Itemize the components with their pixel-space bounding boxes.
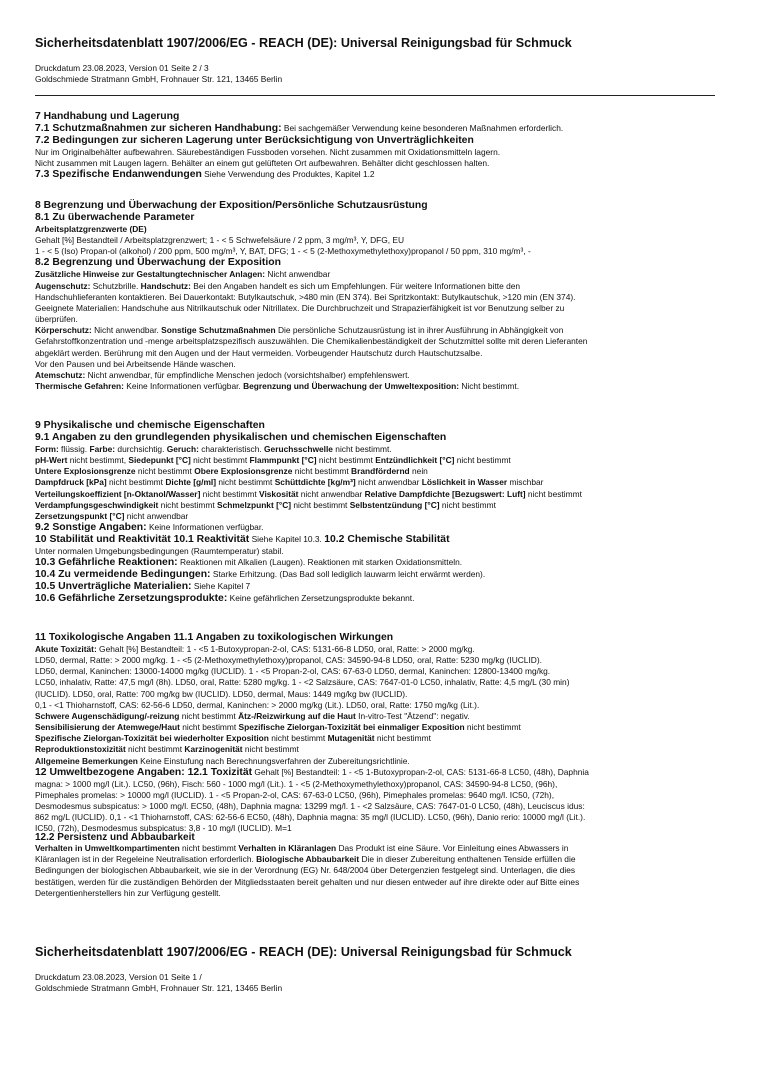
text-10-6: Keine gefährlichen Zersetzungsprodukte bekannt.	[227, 593, 415, 604]
footer-company: Goldschmiede Stratmann GmbH, Frohnauer Str. 121, 13465 Berlin	[35, 983, 283, 993]
zersetzungspunkt-label: Zersetzungspunkt [°C]	[35, 510, 125, 521]
text-7-3: Siehe Verwendung des Produktes, Kapitel 1.2	[201, 169, 375, 180]
section-11	[35, 632, 725, 835]
augen-value: nicht bestimmt	[179, 710, 239, 721]
sonstige-text: Die persönliche Schutzausrüstung ist in ihrer Ausführung in Abhängigkeit von	[275, 325, 564, 336]
dampfdruck-label: Dampfdruck [kPa]	[35, 477, 107, 488]
allg-value: Keine Einstufung nach Berechnungsverfahren der Zubereitungsrichtlinie.	[137, 755, 410, 766]
zielorgan-einmal-label: Spezifische Zielorgan-Toxizität bei einmaliger Exposition	[238, 722, 465, 733]
agw-line-1: Gehalt [%] Bestandteil / Arbeitsplatzgrenzwert; 1 - < 5 Schwefelsäure / 2 ppm, 3 mg/m³, Y, DFG, EU	[35, 235, 405, 246]
verdampfung-value: nicht bestimmt	[158, 499, 217, 510]
zus-label: Zusätzliche Hinweise zur Gestaltungtechnischer Anlagen:	[35, 269, 266, 280]
aetz-label: Ätz-/Reizwirkung auf die Haut	[238, 710, 356, 721]
abbaubarkeit-value: Die in dieser Zubereitung enthaltenen Tenside erfüllen die	[359, 854, 576, 865]
allg-label: Allgemeine Bemerkungen	[35, 755, 138, 766]
handschutz-line-2: Handschuhlieferanten kontaktieren. Bei Dauerkontakt: Butylkautschuk, >480 min (EN 374). Bei Spritzkontakt: Butylkautschuk, >120 min (EN 374).	[35, 291, 576, 302]
text-7-1: Bei sachgemäßer Verwendung keine besonderen Maßnahmen erforderlich.	[281, 123, 564, 133]
sonstige-line-4: Vor den Pausen und bei Arbeitsende Hände waschen.	[35, 358, 236, 369]
section-8-heading: 8 Begrenzung und Überwachung der Exposition/Persönliche Schutzausrüstung	[35, 200, 428, 211]
persistenz-line-3: Bedingungen der biologischen Abbaubarkeit, wie sie in der Verordnung (EG) Nr. 648/2004 über Detergenzien festgelegt sind. Unterlagen, die dies	[35, 865, 576, 876]
zersetzungspunkt-value: nicht anwendbar	[124, 510, 189, 521]
umwelt-line-4: Desmodesmus subspicatus: > 1000 mg/l. EC50, (48h), Daphnia magna: 13299 mg/l. 1 - <2 Salzsäure, CAS: 7647-01-0 LC50, (48h), Leuciscus idus:	[35, 801, 585, 812]
section-7	[35, 111, 725, 181]
form-value: flüssig.	[58, 444, 90, 454]
agw-label: Arbeitsplatzgrenzwerte (DE)	[35, 224, 147, 234]
akut-text: Gehalt [%] Bestandteil: 1 - <5 1-Butoxypropan-2-ol, CAS: 5131-66-8 LD50, oral, Ratte: > 2000 mg/kg.	[96, 644, 475, 654]
mutagenitaet-value: nicht bestimmt	[374, 733, 431, 744]
atemschutz-label: Atemschutz:	[35, 369, 86, 380]
akut-label: Akute Toxizität:	[35, 644, 97, 654]
text-10-5: Siehe Kapitel 7	[191, 581, 251, 592]
text-9-2: Keine Informationen verfügbar.	[146, 522, 264, 533]
heading-8-2: 8.2 Begrenzung und Überwachung der Exposition	[35, 257, 281, 269]
text-12-1: Gehalt [%] Bestandteil: 1 - <5 1-Butoxypropan-2-ol, CAS: 5131-66-8 LC50, (48h), Daphnia	[252, 766, 589, 777]
text-7-2b: Nicht zusammen mit Laugen lagern. Behälter an einem gut gelüfteten Ort aufbewahren. Behälter dicht geschlossen halten.	[35, 158, 490, 169]
heading-10: 10 Stabilität und Reaktivität 10.1 Reaktivität	[35, 534, 250, 546]
geruchsschwelle-value: nicht bestimmt.	[332, 444, 392, 454]
umweltkomp-label: Verhalten in Umweltkompartimenten	[35, 843, 180, 854]
heading-10-3: 10.3 Gefährliche Reaktionen:	[35, 557, 178, 569]
augenschutz-label: Augenschutz:	[35, 280, 91, 291]
ph-label: pH-Wert	[35, 455, 68, 466]
heading-12-2: 12.2 Persistenz und Abbaubarkeit	[35, 832, 195, 843]
verdampfung-label: Verdampfungsgeschwindigkeit	[35, 499, 159, 510]
section-8	[35, 200, 725, 392]
schuettdichte-value: nicht anwendbar	[355, 477, 422, 488]
persistenz-line-2: Kläranlagen ist in der Regeleine Neutralisation erforderlich.	[35, 854, 257, 865]
aetz-value: In-vitro-Test "Ätzend": negativ.	[355, 710, 470, 721]
koerperschutz-text: Nicht anwendbar.	[91, 325, 162, 336]
umwelt-text: Nicht bestimmt.	[459, 381, 520, 392]
heading-7-3: 7.3 Spezifische Endanwendungen	[35, 169, 202, 181]
viskositaet-label: Viskosität	[259, 488, 299, 499]
abbaubarkeit-label: Biologische Abbaubarkeit	[256, 854, 360, 865]
section-7-heading: 7 Handhabung und Lagerung	[35, 111, 180, 122]
section-9-heading: 9 Physikalische und chemische Eigenschaften	[35, 420, 265, 431]
brandfoerdernd-value: nein	[409, 466, 428, 477]
section-9	[35, 420, 725, 605]
uex-value: nicht bestimmt	[135, 466, 195, 477]
text-10-2: Unter normalen Umgebungsbedingungen (Raumtemperatur) stabil.	[35, 546, 284, 557]
thermische-label: Thermische Gefahren:	[35, 381, 124, 392]
dampfdruck-value: nicht bestimmt	[106, 477, 166, 488]
loeslichkeit-value: mischbar	[507, 477, 544, 488]
zielorgan-einmal-value: nicht bestimmt	[464, 722, 521, 733]
sens-label: Sensibilisierung der Atemwege/Haut	[35, 722, 180, 733]
zielorgan-wdh-label: Spezifische Zielorgan-Toxizität bei wiederholter Exposition	[35, 733, 269, 744]
geruch-value: charakteristisch.	[198, 444, 265, 454]
heading-9-2: 9.2 Sonstige Angaben:	[35, 522, 147, 534]
text-10-3: Reaktionen mit Alkalien (Laugen). Reaktionen mit starken Oxidationsmitteln.	[177, 557, 463, 568]
sens-value: nicht bestimmt	[179, 722, 239, 733]
footer-title: Sicherheitsdatenblatt 1907/2006/EG - REACH (DE): Universal Reinigungsbad für Schmuck	[35, 945, 572, 959]
umwelt-line-2: magna: > 1000 mg/l (Lit.). LC50, (96h), Fisch: 560 - 1000 mg/l (Lit.). 1 - <5 (2-Methoxymethylethoxy)propanol, CAS: 34590-94-8 LC50, (96h),	[35, 778, 558, 789]
footer-print-info: Druckdatum 23.08.2023, Version 01 Seite 1 /	[35, 972, 202, 982]
loeslichkeit-label: Löslichkeit in Wasser	[421, 477, 508, 488]
heading-10-2: 10.2 Chemische Stabilität	[324, 534, 450, 546]
atemschutz-text: Nicht anwendbar, für empfindliche Menschen jedoch (vorsichtshalber) empfehlenswert.	[85, 369, 410, 380]
tox-line-5: (IUCLID). LD50, oral, Ratte: 700 mg/kg bw (IUCLID). LD50, dermal, Maus: 1449 mg/kg bw (IUCLID).	[35, 688, 408, 699]
tox-line-3: LD50, dermal, Kaninchen: 13000-14000 mg/kg (IUCLID). 1 - <5 Propan-2-ol, CAS: 67-63-0 LD50, dermal, Kaninchen: 12800-13400 mg/kg.	[35, 666, 551, 677]
flammpunkt-label: Flammpunkt [°C]	[249, 455, 317, 466]
handschutz-line-4: überprüfen.	[35, 314, 78, 325]
entzuendlichkeit-label: Entzündlichkeit [°C]	[375, 455, 455, 466]
tox-line-2: LD50, dermal, Ratte: > 2000 mg/kg. 1 - <5 (2-Methoxymethylethoxy)propanol, CAS: 34590-94-8 LD50, oral, Ratte: 5230 mg/kg (IUCLID).	[35, 655, 542, 666]
dichte-value: nicht bestimmt	[216, 477, 275, 488]
heading-9-1: 9.1 Angaben zu den grundlegenden physikalischen und chemischen Eigenschaften	[35, 432, 447, 443]
header-divider	[35, 95, 715, 96]
print-info: Druckdatum 23.08.2023, Version 01 Seite 2 / 3	[35, 63, 209, 73]
uex-label: Untere Explosionsgrenze	[35, 466, 136, 477]
section-11-heading: 11 Toxikologische Angaben 11.1 Angaben zu toxikologischen Wirkungen	[35, 632, 394, 643]
section-12-2	[35, 832, 725, 899]
text-7-2a: Nur im Originalbehälter aufbewahren. Säurebeständigen Fussboden vorsehen. Nicht zusammen mit Oxidationsmitteln lagern.	[35, 147, 501, 157]
heading-12: 12 Umweltbezogene Angaben: 12.1 Toxizität	[35, 766, 253, 778]
mutagenitaet-label: Mutagenität	[327, 733, 375, 744]
tox-line-4: LC50, inhalativ, Ratte: 47,5 mg/l (8h). LD50, oral, Ratte: 5280 mg/kg. 1 - <2 Salzsäure, CAS: 7647-01-0 LC50, inhalativ, Ratte: 4,5 mg/L (30 min)	[35, 677, 570, 688]
karz-value: nicht bestimmt	[242, 744, 299, 755]
verteilungskoeffizient-label: Verteilungskoeffizient [n-Oktanol/Wasser]	[35, 488, 201, 499]
heading-7-2: 7.2 Bedingungen zur sicheren Lagerung unter Berücksichtigung von Unverträglichkeiten	[35, 135, 474, 146]
heading-10-6: 10.6 Gefährliche Zersetzungsprodukte:	[35, 593, 228, 605]
dampfdichte-label: Relative Dampfdichte [Bezugswert: Luft]	[364, 488, 526, 499]
persistenz-line-4: bestätigen, werden für die zuständigen Behörden der Mitgliedsstaaten bereit gehalten und nur diesen entweder auf ihre direkte oder auf Bitte eines	[35, 876, 580, 887]
karz-label: Karzinogenität	[184, 744, 243, 755]
farbe-value: durchsichtig.	[115, 444, 167, 454]
umwelt-line-6: IC50, (72h), Desmodesmus subspicatus: 3,8 - 10 mg/l (IUCLID). M=1	[35, 823, 292, 834]
selbstentzuendung-label: Selbstentzündung [°C]	[349, 499, 440, 510]
siedepunkt-value: nicht bestimmt	[190, 455, 250, 466]
schmelzpunkt-label: Schmelzpunkt [°C]	[216, 499, 292, 510]
handschutz-text: Bei den Angaben handelt es sich um Empfehlungen. Für weitere Informationen bitte den	[190, 280, 521, 291]
text-10-1: Siehe Kapitel 10.3.	[249, 534, 325, 545]
handschutz-line-3: Geeignete Materialien: Handschuhe aus Nitrilkautschuk oder Nitrillatex. Die Durchbruchzeit und Strapazierfähigkeit ist vor Benutzung selber zu	[35, 302, 565, 313]
brandfoerdernd-label: Brandfördernd	[351, 466, 410, 477]
schmelzpunkt-value: nicht bestimmt	[291, 499, 350, 510]
augen-label: Schwere Augenschädigung/-reizung	[35, 710, 180, 721]
text-10-4: Starke Erhitzung. (Das Bad soll lediglich lauwarm leicht erwärmt werden).	[210, 569, 486, 580]
verteilungskoeffizient-value: nicht bestimmt	[200, 488, 260, 499]
siedepunkt-label: Siedepunkt [°C]	[128, 455, 191, 466]
geruch-label: Geruch:	[166, 444, 199, 454]
ph-value: nicht bestimmt,	[67, 455, 129, 466]
heading-10-4: 10.4 Zu vermeidende Bedingungen:	[35, 569, 211, 581]
farbe-label: Farbe:	[89, 444, 116, 454]
sonstige-label: Sonstige Schutzmaßnahmen	[161, 325, 276, 336]
zielorgan-wdh-value: nicht bestimmt	[268, 733, 328, 744]
klaeranlagen-label: Verhalten in Kläranlagen	[238, 843, 337, 854]
klaeranlagen-value: Das Produkt ist eine Säure. Vor Einleitung eines Abwassers in	[336, 843, 569, 854]
dichte-label: Dichte [g/ml]	[165, 477, 217, 488]
schuettdichte-label: Schüttdichte [kg/m³]	[274, 477, 356, 488]
umweltkomp-value: nicht bestimmt	[179, 843, 239, 854]
tox-line-6: 0,1 - <1 Thioharnstoff, CAS: 62-56-6 LD50, dermal, Kaninchen: > 2000 mg/kg (Lit.). LD50, oral, Ratte: 1750 mg/kg (Lit.).	[35, 699, 480, 710]
document-title: Sicherheitsdatenblatt 1907/2006/EG - REACH (DE): Universal Reinigungsbad für Schmuck	[35, 36, 572, 50]
company-address: Goldschmiede Stratmann GmbH, Frohnauer Str. 121, 13465 Berlin	[35, 74, 283, 84]
form-label: Form:	[35, 444, 59, 454]
heading-8-1: 8.1 Zu überwachende Parameter	[35, 212, 195, 223]
augenschutz-text: Schutzbrille.	[90, 280, 141, 291]
zus-text: Nicht anwendbar	[265, 269, 331, 280]
koerperschutz-label: Körperschutz:	[35, 325, 92, 336]
selbstentzuendung-value: nicht bestimmt	[439, 499, 496, 510]
persistenz-line-5: Detergentienherstellers hin zur Verfügung gestellt.	[35, 887, 221, 898]
oex-value: nicht bestimmt	[292, 466, 352, 477]
heading-10-5: 10.5 Unverträgliche Materialien:	[35, 581, 192, 593]
handschutz-label: Handschutz:	[140, 280, 191, 291]
geruchsschwelle-label: Geruchsschwelle	[264, 444, 333, 454]
entzuendlichkeit-value: nicht bestimmt	[454, 455, 511, 466]
sonstige-line-3: abgeklärt werden. Berührung mit den Augen und der Haut vermeiden. Vorbeugender Hautschutz durch Hautschutzsalbe.	[35, 347, 483, 358]
repro-label: Reproduktionstoxizität	[35, 744, 126, 755]
oex-label: Obere Explosionsgrenze	[194, 466, 293, 477]
sonstige-line-2: Gefahrstoffkonzentration und -menge arbeitsplatzspezifisch auszuwählen. Die Chemikalienbeständigkeit der Schutzmittel sollte mit deren Lieferanten	[35, 336, 588, 347]
viskositaet-value: nicht anwendbar	[298, 488, 365, 499]
heading-7-1: 7.1 Schutzmaßnahmen zur sicheren Handhabung:	[35, 123, 282, 134]
flammpunkt-value: nicht bestimmt	[316, 455, 376, 466]
umwelt-line-5: 862 mg/L (IUCLID). 0,1 - <1 Thioharnstoff, CAS: 62-56-6 EC50, (48h), Daphnia magna: 35 mg/l (IUCLID). LC50, (96h), Danio rerio: 10000 mg/l (Lit.).	[35, 812, 586, 823]
dampfdichte-value: nicht bestimmt	[525, 488, 582, 499]
repro-value: nicht bestimmt	[125, 744, 185, 755]
umwelt-line-3: Pimephales promelas: > 10000 mg/l (IUCLID). 1 - <5 Propan-2-ol, CAS: 67-63-0 LC50, (96h), Pimephales promelas: 9640 mg/l. IC50, (72h),	[35, 789, 555, 800]
umwelt-label: Begrenzung und Überwachung der Umweltexposition:	[243, 381, 459, 392]
agw-line-2: 1 - < 5 (Iso) Propan-ol (alkohol) / 200 ppm, 500 mg/m³, Y, BAT, DFG; 1 - < 5 (2-Methoxymethylethoxy)propanol / 50 ppm, 310 mg/m³, -	[35, 246, 531, 257]
thermische-text: Keine Informationen verfügbar.	[123, 381, 244, 392]
